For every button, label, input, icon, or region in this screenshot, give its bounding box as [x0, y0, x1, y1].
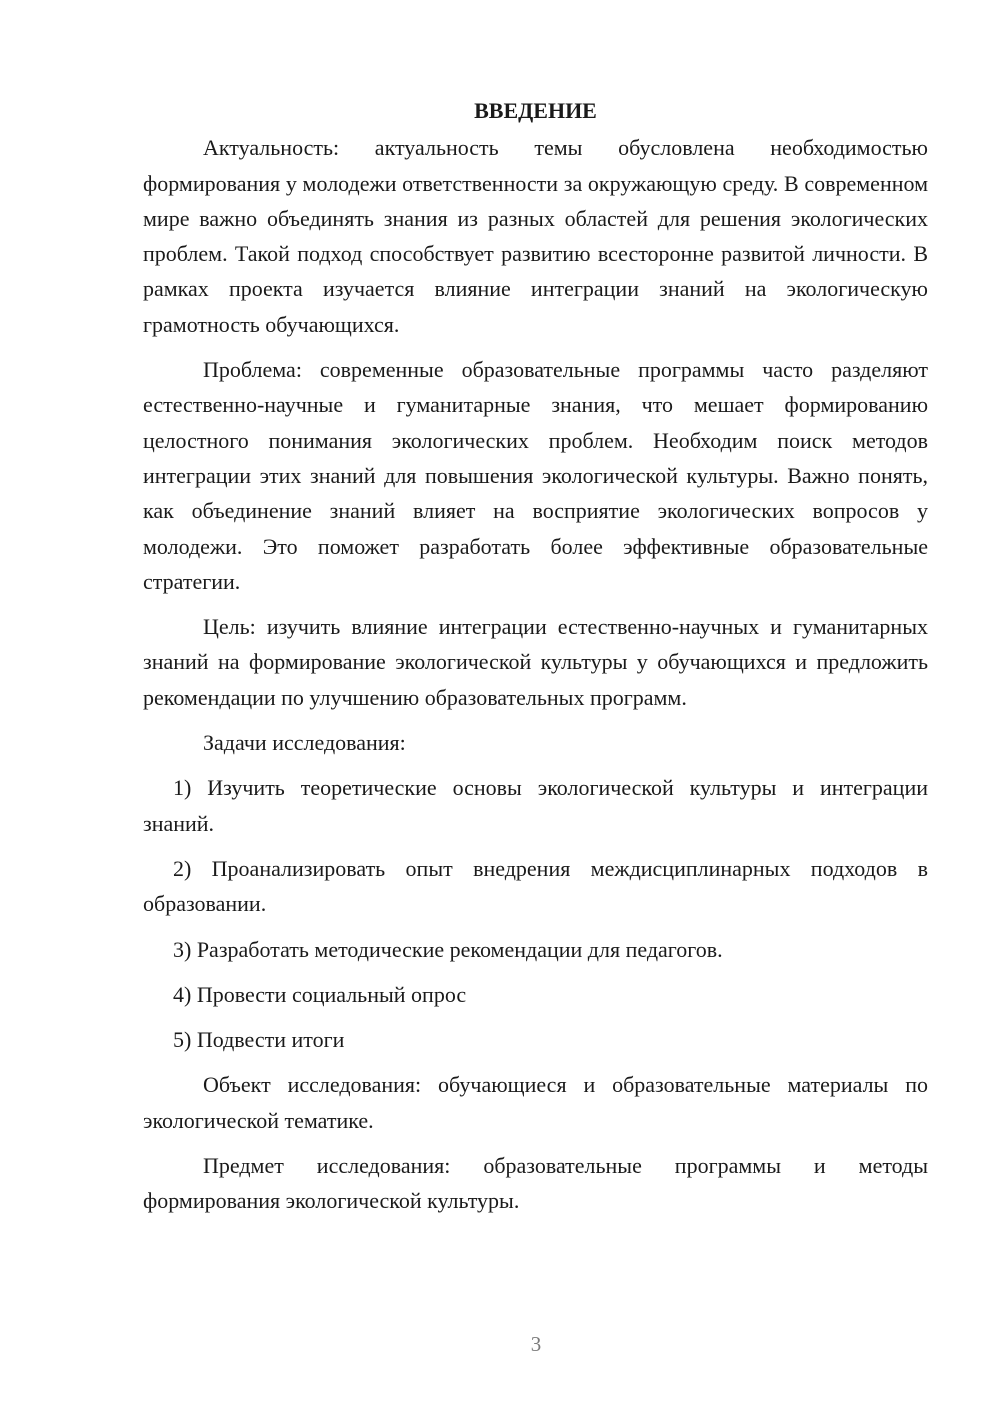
goal-paragraph: Цель: изучить влияние интеграции естественно-научных и гуманитарных знаний на формирование экологической культуры у обучающихся и предложить рекомендации по улучшению образовательных программ. — [143, 614, 928, 710]
subject-paragraph: Предмет исследования: образовательные программы и методы формирования экологической культуры. — [143, 1153, 928, 1214]
task-item: 2) Проанализировать опыт внедрения междисциплинарных подходов в образовании. — [143, 855, 928, 917]
task-item: 5) Подвести итоги — [173, 1027, 345, 1053]
task-item: 1) Изучить теоретические основы экологической культуры и интеграции знаний. — [143, 775, 928, 836]
relevance-paragraph: Актуальность: актуальность темы обусловлена необходимостью формирования у молодежи ответственности за окружающую среду. В современном мире важно объединять знания из разных областей для решения экологических проблем. Такой подход способствует развитию всесторонне развитой личности. В рамках проекта изучается влияние интеграции знаний на экологическую грамотность обучающихся. — [143, 135, 928, 337]
tasks-intro: Задачи исследования: — [203, 730, 406, 756]
task-item: 4) Провести социальный опрос — [173, 981, 467, 1007]
page-number: 3 — [530, 1332, 542, 1356]
task-item: 3) Разработать методические рекомендации для педагогов. — [173, 936, 723, 962]
problem-paragraph: Проблема: современные образовательные программы часто разделяют естественно-научные и гуманитарные знания, что мешает формированию целостного понимания экологических проблем. Необходим поиск методов интеграции этих знаний для повышения экологической культуры. Важно понять, как объединение знаний влияет на восприятие экологических вопросов у молодежи. Это поможет разработать более эффективные образовательные стратегии. — [143, 357, 928, 594]
page-content — [143, 93, 928, 1229]
object-paragraph: Объект исследования: обучающиеся и образовательные материалы по экологической тематике. — [143, 1072, 928, 1133]
section-heading: ВВЕДЕНИЕ — [474, 98, 597, 123]
